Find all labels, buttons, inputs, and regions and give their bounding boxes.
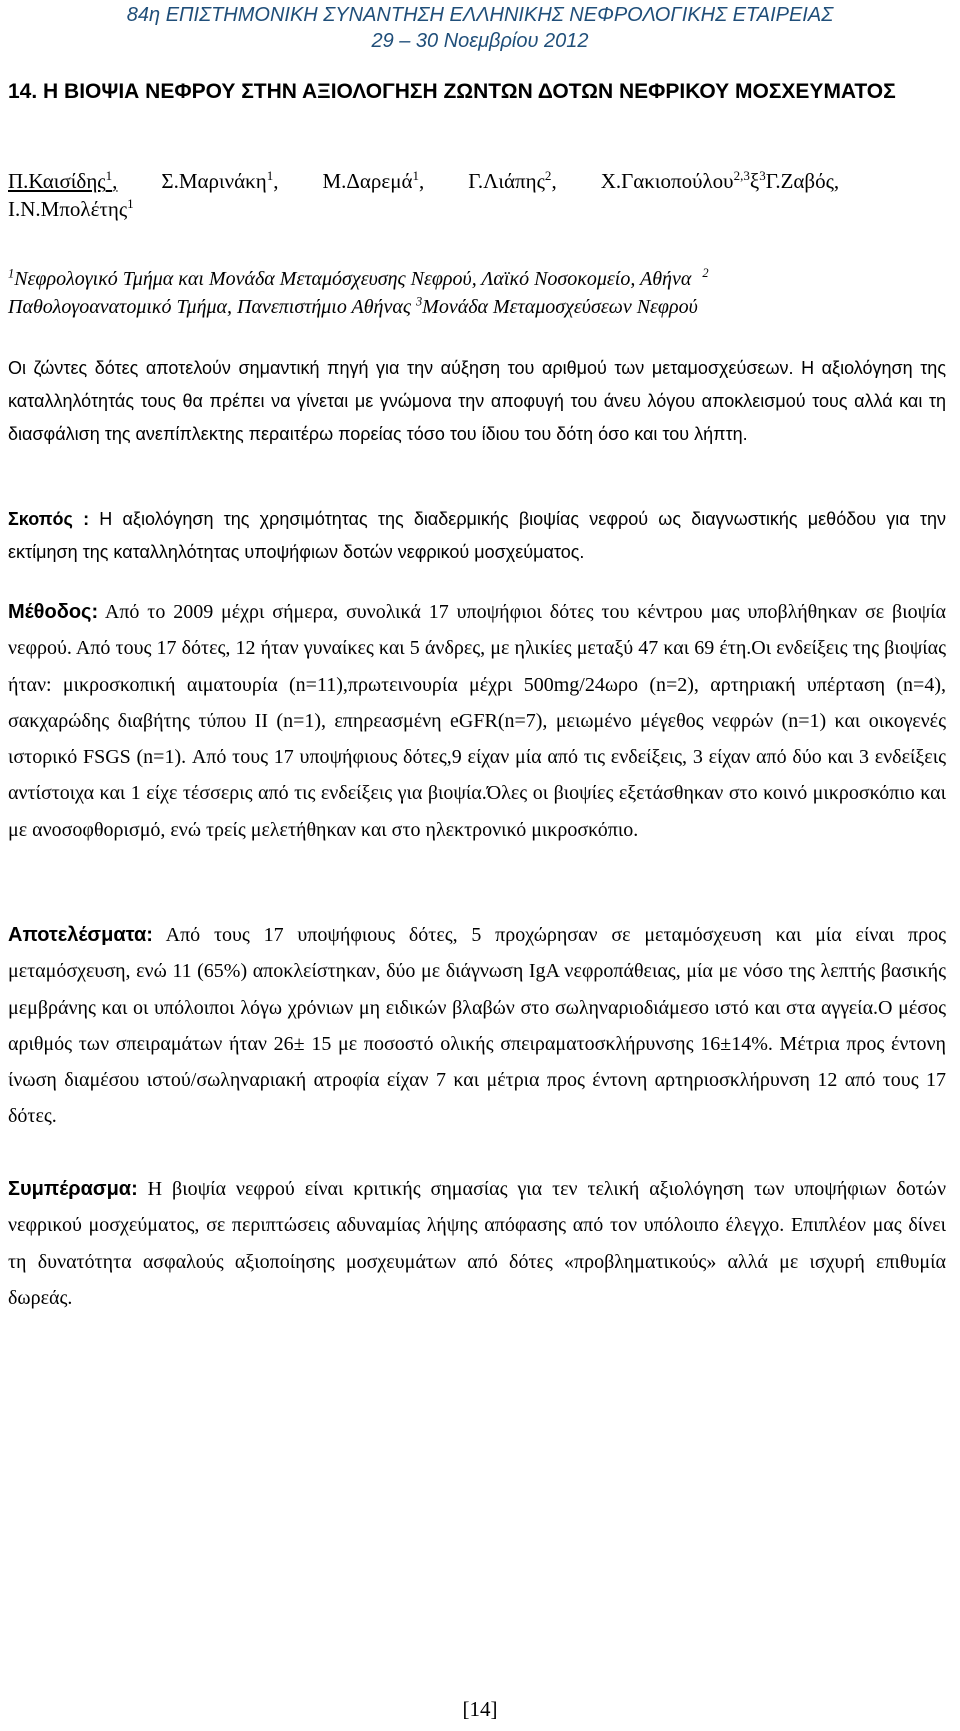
- results-text: Από τους 17 υποψήφιους δότες, 5 προχώρησαν σε μεταμόσχευση και μία είναι προς μεταμόσχευση, ενώ 11 (65%) αποκλείστηκαν, δύο με διάγνωση IgA νεφροπάθειας, μία με νόσο της λεπτής βασικής μεμβράνης και οι υπόλοιποι λόγω χρόνιων μη ειδικών βλαβών στο σωληναριοδιάμεσο ιστό και στα αγγεία.Ο μέσος αριθμός των σπειραμάτων ήταν 26± 15 με ποσοστό ολικής σπειραματοσκλήρυνσης 16±14%. Μέτρια προς έντονη ίνωση διαμέσου ιστού/σωληναριακή ατροφία είχαν 7 και μέτρια προς έντονη αρτηριοσκλήρυνση 12 από τους 17 δότες.: [8, 924, 946, 1128]
- author-1: Π.Καισίδης$^1$,: [8, 168, 118, 193]
- method-text: Από το 2009 μέχρι σήμερα, συνολικά 17 υποψήφιοι δότες του κέντρου μας υποβλήθηκαν σε βιοψία νεφρού. Από τους 17 δότες, 12 ήταν γυναίκες και 5 άνδρες, με ηλικίες μεταξύ 47 και 69 έτη.Οι ενδείξεις της βιοψίας ήταν: μικροσκοπική αιματουρία (n=11),πρωτεινουρία μέχρι 500mg/24ωρο (n=2), αρτηριακή υπέρταση (n=4), σακχαρώδης διαβήτης τύπου ΙΙ (n=1), επηρεασμένη eGFR(n=7), μειωμένο μέγεθος νεφρών (n=1) και οικογενές ιστορικό FSGS (n=1). Από τους 17 υποψήφιους δότες,9 είχαν μία από τις ενδείξεις, 3 είχαν από δύο και 3 ενδείξεις αντίστοιχα και 1 είχε τέσσερις από τις ενδείξεις για βιοψία.Όλες οι βιοψίες εξετάσθηκαν στο κοινό μικροσκόπιο και με ανοσοφθορισμό, ενώ τρείς μελετήθηκαν και στο ηλεκτρονικό μικροσκόπιο.: [8, 601, 946, 841]
- abstract-title: 14. Η ΒΙΟΨΙΑ ΝΕΦΡΟΥ ΣΤΗΝ ΑΞΙΟΛΟΓΗΣΗ ΖΩΝΤΩΝ ΔΟΤΩΝ ΝΕΦΡΙΚΟΥ ΜΟΣΧΕΥΜΑΤΟΣ: [8, 80, 896, 103]
- affiliation-1: Νεφρολογικό Τμήμα και Μονάδα Μεταμόσχευσης Νεφρού, Λαϊκό Νοσοκομείο, Αθήνα: [14, 268, 692, 290]
- aim-text: Η αξιολόγηση της χρησιμότητας της διαδερμικής βιοψίας νεφρού ως διαγνωστικής μεθόδου για την εκτίμηση της καταλληλότητας υποψήφιων δοτών νεφρικού μοσχεύματος.: [8, 509, 947, 562]
- author-3: Μ.Δαρεμά$^1$,: [322, 168, 425, 193]
- results-paragraph: [8, 917, 946, 1135]
- aim-label: Σκοπός :: [8, 509, 90, 529]
- conclusion-label: Συμπέρασμα:: [8, 1178, 138, 1200]
- method-paragraph: [8, 594, 946, 848]
- conclusion-paragraph: [8, 1171, 946, 1316]
- author-list: [8, 167, 948, 223]
- affiliations: $^1$Νεφρολογικό Τμήμα και Μονάδα Μεταμόσχευσης Νεφρού, Λαϊκό Νοσοκομείο, Αθήνα $^2$ Παθολογοανατομικό Τμήμα, Πανεπιστήμιο Αθήνας $^3$Μονάδα Μεταμοσχεύσεων Νεφρού: [8, 266, 709, 318]
- affiliation-3: Μονάδα Μεταμοσχεύσεων Νεφρού: [422, 296, 698, 318]
- intro-paragraph: Οι ζώντες δότες αποτελούν σημαντική πηγή για την αύξηση του αριθμού των μεταμοσχεύσεων. Η αξιολόγηση της καταλληλότητάς τους θα πρέπει να γίνεται με γνώμονα την αποφυγή του άνευ λόγου αποκλεισμού τους αλλά και τη διασφάλιση της ανεπίπλεκτης περαιτέρω πορείας τόσο του ίδιου του δότη όσο και του λήπτη.: [8, 358, 946, 444]
- header-line-2: 29 – 30 Νοεμβρίου 2012: [371, 30, 589, 52]
- author-7: Ι.Ν.Μπολέτης$^1$: [8, 196, 134, 221]
- author-4: Γ.Λιάπης$^2$,: [468, 168, 557, 193]
- author-6: $^3$Γ.Ζαβός,: [759, 168, 840, 193]
- header-line-1: 84η ΕΠΙΣΤΗΜΟΝΙΚΗ ΣΥΝΑΝΤΗΣΗ ΕΛΛΗΝΙΚΗΣ ΝΕΦΡΟΛΟΓΙΚΗΣ ΕΤΑΙΡΕΙΑΣ: [126, 4, 834, 26]
- method-label: Μέθοδος:: [8, 601, 99, 623]
- affiliation-2: Παθολογοανατομικό Τμήμα, Πανεπιστήμιο Αθήνας: [8, 296, 411, 318]
- results-label: Αποτελέσματα:: [8, 924, 153, 946]
- conclusion-text: Η βιοψία νεφρού είναι κριτικής σημασίας για τεν τελική αξιολόγηση των υποψήφιων δοτών νεφρικού μοσχεύματος, σε περιπτώσεις αδυναμίας λήψης απόφασης από τον υπόλοιπο έλεγχο. Επιπλέον μας δίνει τη δυνατότητα ασφαλούς αξιοποίησης μοσχευμάτων από δότες «προβληματικούς» αλλά με ισχυρή επιθυμία δωρεάς.: [8, 1178, 946, 1309]
- aim-paragraph: [8, 503, 946, 569]
- author-2: Σ.Μαρινάκη$^1$,: [161, 168, 279, 193]
- running-header: [0, 0, 960, 54]
- author-5: Χ.Γακιοπούλου$^{2,3}$ξ: [600, 168, 760, 193]
- page-number: [14]: [462, 1697, 498, 1721]
